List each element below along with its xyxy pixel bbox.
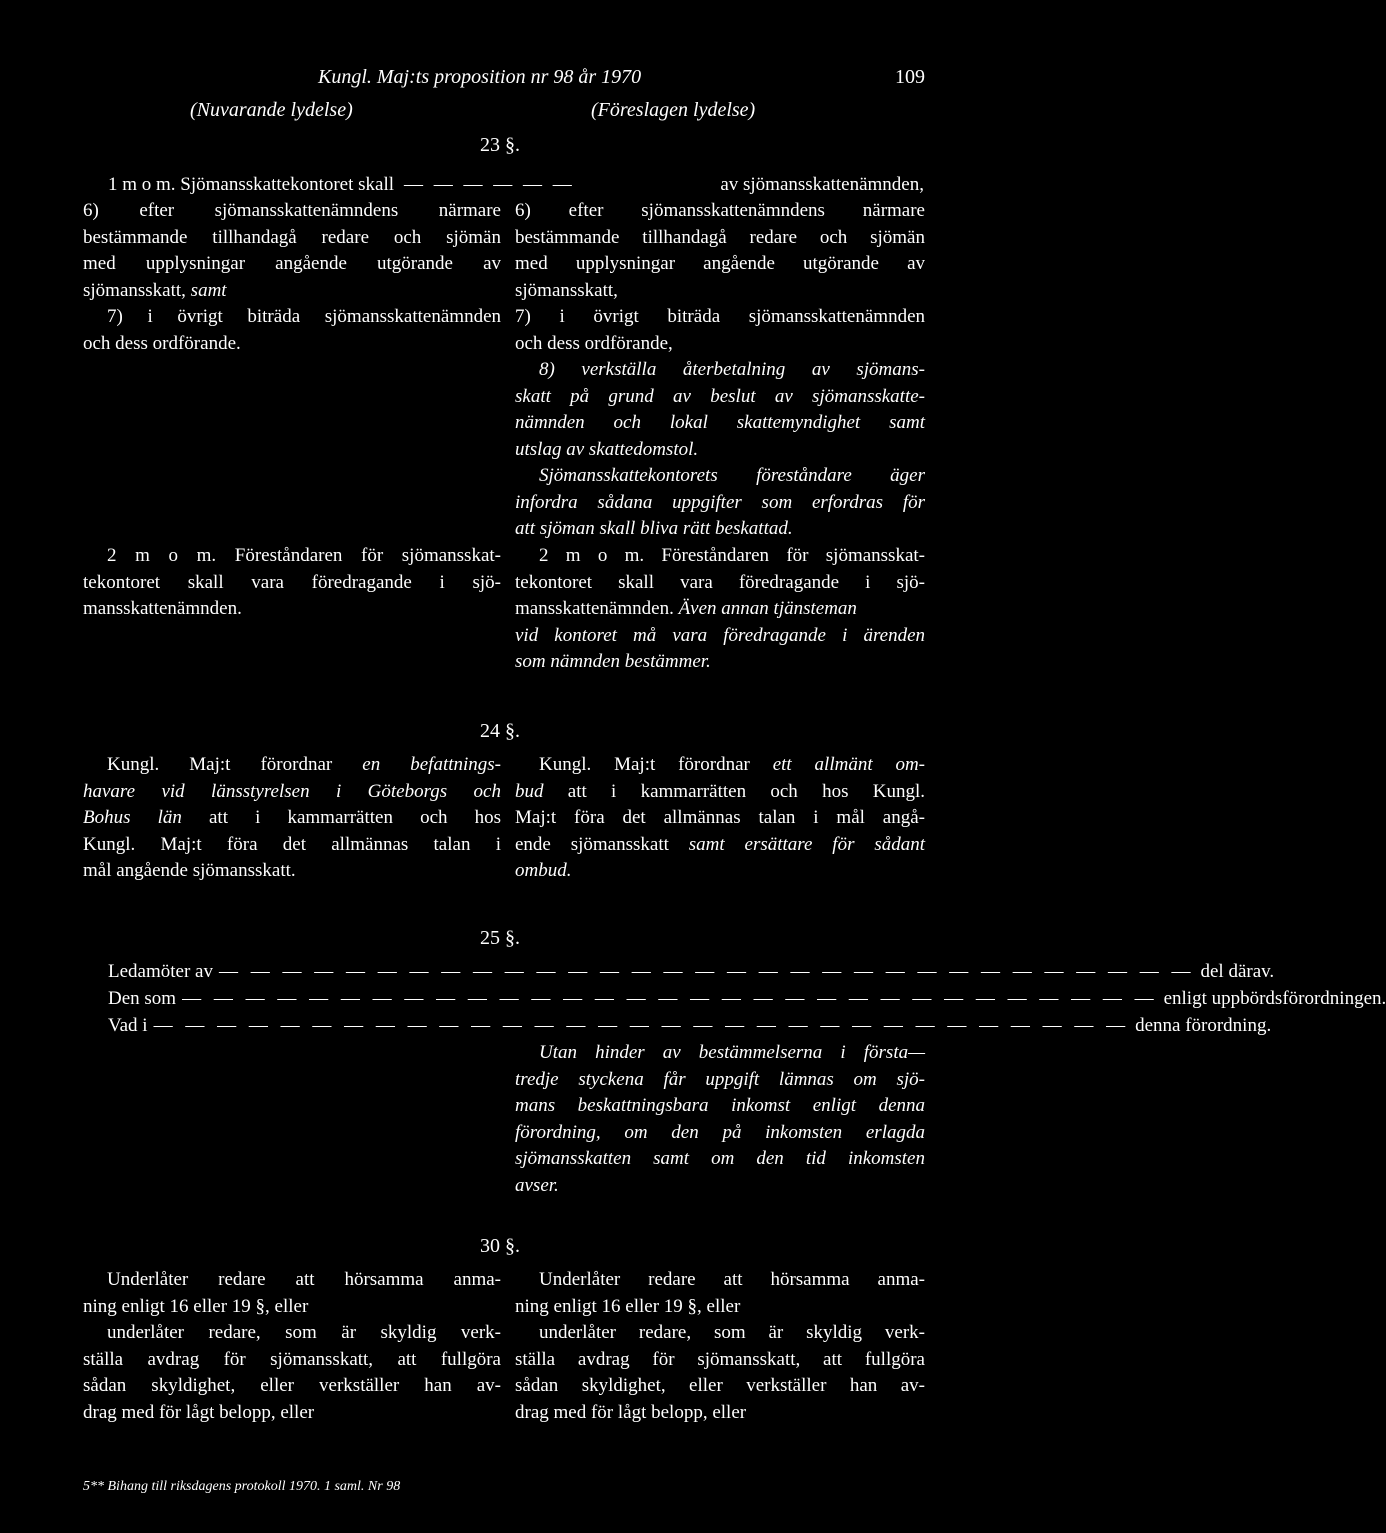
text-line: 2 m o m. Föreståndaren för sjömansskat-	[539, 545, 925, 566]
text-line: som nämnden bestämmer.	[515, 651, 711, 672]
text-line: 6) efter sjömansskattenämndens närmare	[515, 200, 925, 221]
text-fragment: att i kammarrätten och hos Kungl.	[543, 780, 925, 802]
text-fragment-italic: Bohus län	[83, 807, 182, 828]
section-25-row-2	[108, 986, 1386, 1013]
text-line: ombud.	[515, 860, 572, 881]
text-line: bestämmande tillhandagå redare och sjömän	[515, 226, 925, 248]
row-end-text: del därav.	[1200, 961, 1275, 982]
text-fragment: mansskattenämnden.	[515, 598, 679, 619]
section-23-mom2-proposed	[515, 543, 925, 676]
text-line: skatt på grund av beslut av sjömansskatte-	[515, 385, 925, 407]
text-line	[515, 832, 925, 859]
text-line: ställa avdrag för sjömansskatt, att fullgöra	[515, 1348, 925, 1370]
text-line	[83, 805, 501, 832]
text-line: nämnden och lokal skattemyndighet samt	[515, 412, 925, 433]
text-fragment-italic: Även annan tjänsteman	[678, 598, 857, 619]
first-line-dashes: — — — — — —	[404, 174, 575, 195]
section-23-proposed-text	[515, 198, 925, 543]
text-fragment-italic: ett allmänt om-	[772, 754, 925, 775]
section-25-row-3	[108, 1013, 1272, 1040]
text-line	[515, 752, 925, 779]
text-line: mansskattenämnden.	[83, 598, 242, 619]
text-fragment-italic: bud	[515, 780, 544, 802]
text-line: mål angående sjömansskatt.	[83, 860, 296, 881]
page-number: 109	[895, 66, 925, 88]
section-25-row-1	[108, 959, 1275, 986]
text-line: drag med för lågt belopp, eller	[83, 1401, 315, 1423]
text-line: underlåter redare, som är skyldig verk-	[539, 1322, 925, 1343]
text-line: med upplysningar angående utgörande av	[515, 253, 925, 274]
text-line: 6) efter sjömansskattenämndens närmare	[83, 200, 501, 221]
text-line: mans beskattningsbara inkomst enligt denna	[515, 1095, 925, 1116]
text-line: bestämmande tillhandagå redare och sjömän	[83, 226, 501, 248]
text-line	[515, 596, 925, 623]
text-line: sådan skyldighet, eller verkställer han av-	[83, 1375, 501, 1396]
text-fragment: sjömansskatt,	[83, 279, 191, 301]
text-line: och dess ordförande.	[83, 332, 241, 354]
text-line: sådan skyldighet, eller verkställer han av-	[515, 1375, 925, 1396]
text-line: ning enligt 16 eller 19 §, eller	[515, 1295, 741, 1317]
text-line: tekontoret skall vara föredragande i sjö-	[515, 571, 925, 593]
text-line: och dess ordförande,	[515, 332, 673, 354]
text-line: 7) i övrigt biträda sjömansskattenämnden	[107, 306, 501, 327]
current-wording-heading: (Nuvarande lydelse)	[190, 99, 353, 121]
text-line: sjömansskatt,	[515, 279, 618, 301]
text-line: havare vid länsstyrelsen i Göteborgs och	[83, 780, 501, 802]
text-line: Kungl. Maj:t föra det allmännas talan i	[83, 833, 501, 855]
row-end-text: denna förordning.	[1135, 1015, 1272, 1036]
text-line: 2 m o m. Föreståndaren för sjömansskat-	[107, 545, 501, 566]
text-line: Underlåter redare att hörsamma anma-	[107, 1269, 501, 1290]
row-end-text: enligt uppbördsförordningen.	[1163, 988, 1386, 1009]
text-fragment: Kungl. Maj:t förordnar	[107, 754, 363, 775]
text-line: Underlåter redare att hörsamma anma-	[539, 1269, 925, 1290]
text-line: Maj:t föra det allmännas talan i mål angå-	[515, 807, 925, 828]
section-30-current-text	[83, 1267, 501, 1426]
text-line: ställa avdrag för sjömansskatt, att fullgöra	[83, 1348, 501, 1370]
row-start-text: Vad i	[108, 1015, 148, 1036]
text-line: infordra sådana uppgifter som erfordras för	[515, 491, 925, 513]
text-fragment-italic: samt	[190, 279, 227, 301]
text-line: 7) i övrigt biträda sjömansskattenämnden	[515, 306, 925, 327]
first-line-left: 1 m o m. Sjömansskattekontoret skall	[108, 174, 395, 195]
text-line	[83, 752, 501, 779]
text-line: med upplysningar angående utgörande av	[83, 253, 501, 274]
text-line: Sjömansskattekontorets föreståndare äger	[539, 465, 925, 486]
omission-dashes: — — — — — — — — — — — — — — — — — — — — — — — — — — — — — — —	[153, 1015, 1130, 1036]
text-line	[515, 779, 925, 806]
first-line-right: av sjömansskattenämnden,	[720, 174, 924, 195]
text-line: utslag av skattedomstol.	[515, 438, 699, 460]
proposed-wording-heading: (Föreslagen lydelse)	[591, 99, 756, 121]
section-24-proposed-text	[515, 752, 925, 885]
text-line	[83, 278, 501, 305]
text-line: vid kontoret må vara föredragande i ärenden	[515, 624, 925, 646]
section-25-heading: 25 §.	[480, 927, 520, 949]
section-25-proposed-text	[515, 1040, 925, 1199]
section-23-current-text	[83, 198, 501, 357]
text-fragment: ende sjömansskatt	[515, 833, 689, 855]
text-line: att sjöman skall bliva rätt beskattad.	[515, 518, 793, 539]
section-23-heading: 23 §.	[480, 134, 520, 156]
text-fragment-italic: samt ersättare för sådant	[688, 833, 926, 855]
omission-dashes: — — — — — — — — — — — — — — — — — — — — — — — — — — — — — — —	[218, 961, 1195, 982]
omission-dashes: — — — — — — — — — — — — — — — — — — — — — — — — — — — — — — —	[182, 988, 1158, 1009]
text-line: underlåter redare, som är skyldig verk-	[107, 1322, 501, 1343]
text-line: förordning, om den på inkomsten erlagda	[515, 1121, 925, 1143]
row-start-text: Den som	[108, 988, 177, 1009]
text-line: Utan hinder av bestämmelserna i första—	[539, 1042, 925, 1063]
footer-note: 5** Bihang till riksdagens protokoll 1970. 1 saml. Nr 98	[83, 1479, 401, 1494]
section-23-mom2-current	[83, 543, 501, 623]
section-30-proposed-text	[515, 1267, 925, 1426]
text-line: avser.	[515, 1174, 559, 1196]
text-line: sjömansskatten samt om den tid inkomsten	[515, 1148, 925, 1169]
text-line: 8) verkställa återbetalning av sjömans-	[539, 359, 925, 380]
section-30-heading: 30 §.	[480, 1235, 520, 1257]
text-line: drag med för lågt belopp, eller	[515, 1401, 747, 1423]
text-fragment: Kungl. Maj:t förordnar	[539, 754, 773, 775]
text-line: tredje styckena får uppgift lämnas om sjö-	[515, 1068, 925, 1090]
text-fragment: att i kammarrätten och hos	[181, 807, 501, 828]
section-24-heading: 24 §.	[480, 720, 520, 742]
row-start-text: Ledamöter av	[108, 961, 213, 982]
document-title: Kungl. Maj:ts proposition nr 98 år 1970	[318, 66, 642, 88]
section-24-current-text	[83, 752, 501, 885]
text-line: ning enligt 16 eller 19 §, eller	[83, 1295, 309, 1317]
text-fragment-italic: en befattnings-	[362, 754, 502, 775]
text-line: tekontoret skall vara föredragande i sjö-	[83, 571, 501, 593]
section-23-first-line	[108, 172, 924, 199]
